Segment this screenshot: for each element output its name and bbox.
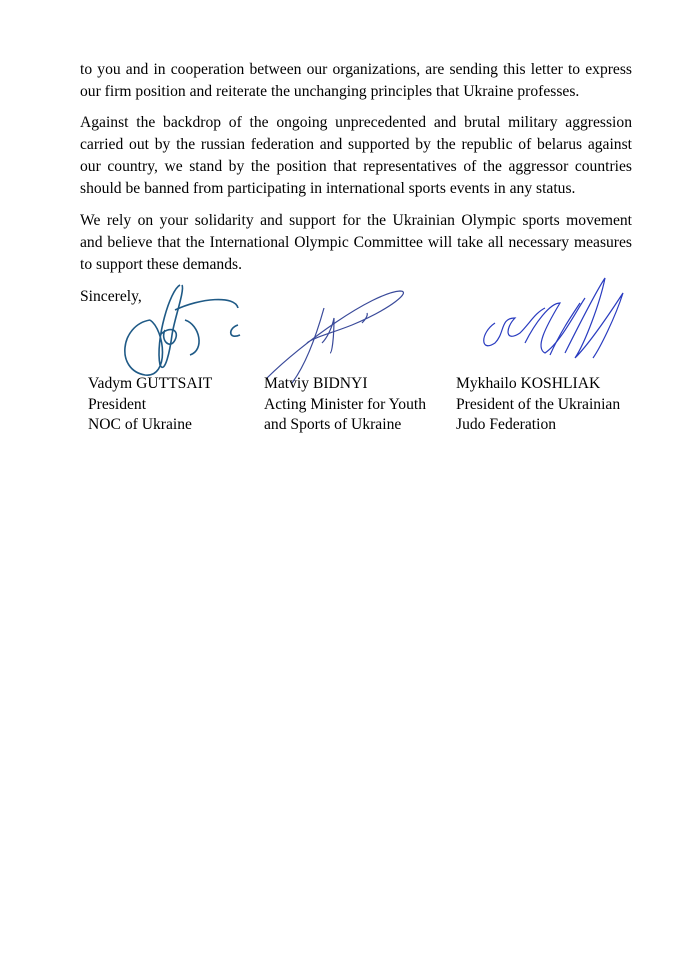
text-line: Against the backdrop of the ongoing unprecedented and brutal military aggression [80,114,632,131]
paragraph-intro [80,59,632,103]
paragraph-request [80,210,632,276]
signature-koshliak [475,273,635,373]
text-line: carried out by the russian federation and supported by the republic of belarus against [80,136,632,153]
text-line: should be banned from participating in international sports events in any status. [80,180,576,197]
signatory-name: Vadym GUTTSAIT [88,375,213,392]
signatory-title: and Sports of Ukraine [264,416,402,433]
signatory-title: NOC of Ukraine [88,416,192,433]
signatory-title: President [88,395,147,413]
signatory-koshliak [456,374,620,436]
closing: Sincerely, [80,288,142,305]
text-line: to support these demands. [80,256,242,273]
text-line: our country, we stand by the position that representatives of the aggressor countries [80,158,632,175]
paragraph-position [80,112,632,200]
signatory-name: Matviy BIDNYI [264,375,368,392]
text-line: and believe that the International Olympic Committee will take all necessary measures [80,234,632,251]
text-line: We rely on your solidarity and support for the Ukrainian Olympic sports movement [80,212,632,229]
text-line: our firm position and reiterate the unchanging principles that Ukraine professes. [80,83,580,100]
signatory-guttsait [88,374,212,436]
signatory-bidnyi [264,374,426,436]
signatory-title: President of the Ukrainian [456,395,621,413]
signatory-title: Acting Minister for Youth [264,395,427,413]
signature-guttsait [110,280,260,380]
signatory-name: Mykhailo KOSHLIAK [456,375,601,392]
text-line: to you and in cooperation between our organizations, are sending this letter to express [80,61,632,78]
signatory-title: Judo Federation [456,416,557,433]
signature-bidnyi [262,283,412,383]
